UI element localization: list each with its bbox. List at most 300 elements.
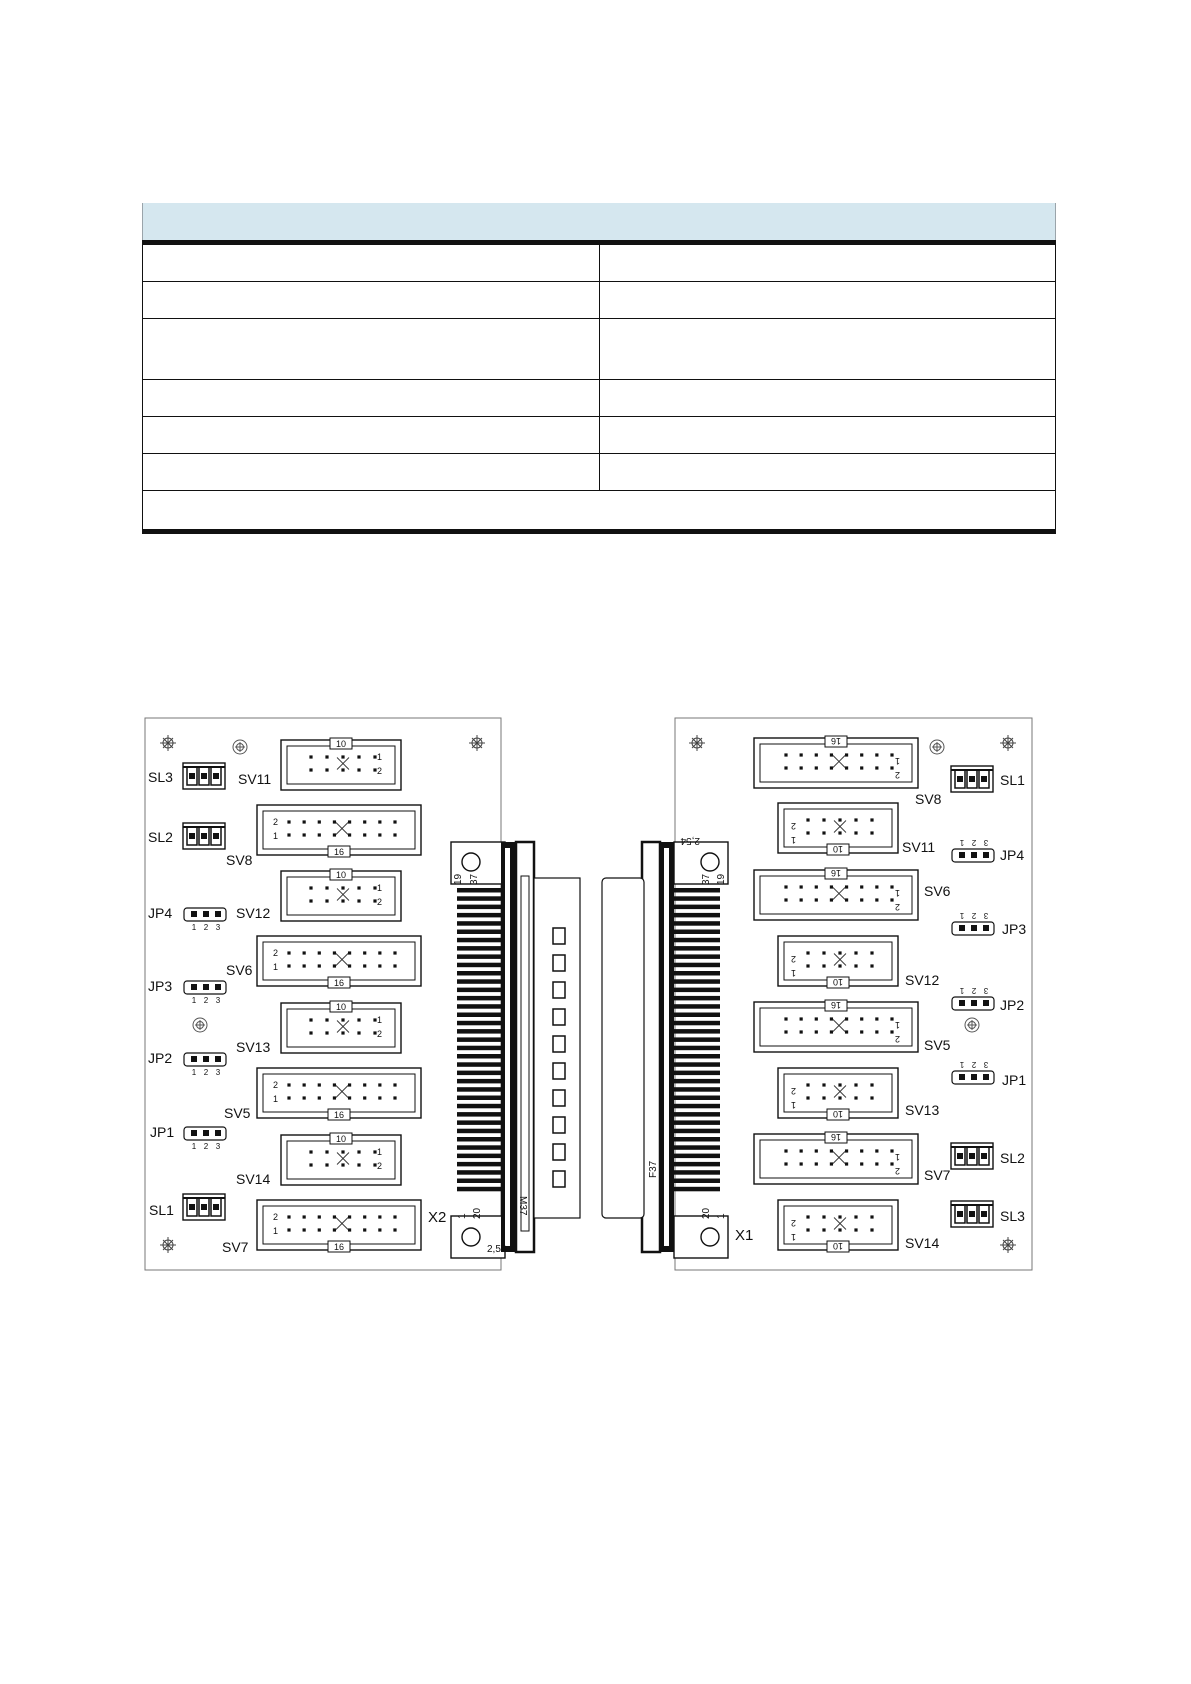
header-name-label: SV7 [222, 1239, 249, 1255]
terminal-pin [213, 833, 219, 839]
header-pin [357, 768, 360, 771]
header-pin [822, 964, 825, 967]
header-pin [838, 1228, 841, 1231]
header-pin [303, 820, 306, 823]
header-pin-number: 1 [894, 1020, 900, 1030]
jumper-pin-number: 3 [983, 911, 989, 920]
header-pin [890, 1017, 893, 1020]
header-pin [890, 898, 893, 901]
side-part-label: JP4 [148, 905, 173, 921]
header-pin [800, 1149, 803, 1152]
dsub-frame-gap [505, 848, 510, 1246]
header-pin [830, 766, 833, 769]
jumper-pin-number: 1 [959, 1060, 965, 1069]
header-pin [378, 1096, 381, 1099]
header-pin-count: 10 [335, 739, 347, 749]
terminal-pin [969, 1211, 975, 1217]
header-pin [845, 1017, 848, 1020]
header-pin [806, 1228, 809, 1231]
jumper-pin [959, 852, 965, 858]
dsub-frame-gap [664, 848, 669, 1246]
jumper-pin [959, 925, 965, 931]
header-pin [303, 964, 306, 967]
header-pin [357, 886, 360, 889]
jumper-pin-number: 2 [203, 996, 209, 1005]
header-pin [333, 951, 336, 954]
header-pin-number: 1 [377, 1015, 383, 1025]
header-pin-count: 16 [333, 1242, 345, 1252]
header-pin [318, 1228, 321, 1231]
jumper [184, 1053, 226, 1077]
header-pin [845, 885, 848, 888]
header-pin [303, 1096, 306, 1099]
header-name-label: SV14 [236, 1171, 271, 1187]
dsub-connector-x1 [602, 842, 728, 1258]
header-pin [378, 820, 381, 823]
header-pin-number: 2 [894, 770, 900, 780]
side-part-label: JP2 [148, 1050, 173, 1066]
header-pin [357, 1018, 360, 1021]
header-pin-number: 2 [273, 817, 279, 827]
header-pin [875, 1017, 878, 1020]
box-header-16 [257, 936, 421, 988]
header-pin-count: 10 [335, 870, 347, 880]
header-pin [815, 1017, 818, 1020]
header-pin [784, 898, 787, 901]
jumper-pin [203, 984, 209, 990]
dsub-pin-label: 19 [716, 873, 727, 885]
header-pin [309, 755, 312, 758]
header-name-label: SV5 [224, 1105, 251, 1121]
dsub-pin-label: 19 [453, 873, 464, 885]
header-pin [800, 766, 803, 769]
header-pin-number: 1 [894, 1152, 900, 1162]
header-pin [822, 951, 825, 954]
header-pin [363, 833, 366, 836]
dsub-pin-label: 20 [472, 1207, 483, 1219]
header-pin [822, 831, 825, 834]
header-pin [357, 1031, 360, 1034]
header-pin [854, 964, 857, 967]
header-pin [830, 753, 833, 756]
header-pin [784, 1030, 787, 1033]
header-pin [357, 1163, 360, 1166]
header-pin [870, 951, 873, 954]
header-pin [784, 753, 787, 756]
jumper-pin-number: 2 [203, 1142, 209, 1151]
header-pin [363, 820, 366, 823]
header-pin-number: 1 [273, 962, 279, 972]
header-name-label: SV7 [924, 1167, 951, 1183]
header-pin [309, 1163, 312, 1166]
header-pin [845, 766, 848, 769]
header-pin [822, 1083, 825, 1086]
header-pin [348, 833, 351, 836]
header-pin [309, 899, 312, 902]
terminal-pin [981, 776, 987, 782]
jumper-pin-number: 1 [191, 996, 197, 1005]
header-pin-number: 1 [377, 752, 383, 762]
box-header-16 [257, 805, 421, 857]
header-pin [870, 831, 873, 834]
header-pin [830, 1030, 833, 1033]
jumper-pin [191, 984, 197, 990]
header-pin [325, 1018, 328, 1021]
header-pin [318, 820, 321, 823]
header-pin [854, 1215, 857, 1218]
mounting-mark [469, 735, 485, 751]
jumper-pin [959, 1000, 965, 1006]
side-part-label: JP2 [1000, 997, 1025, 1013]
mounting-mark [160, 1237, 176, 1253]
jumper-pin-number: 1 [959, 911, 965, 920]
header-pin [325, 755, 328, 758]
header-pin [890, 766, 893, 769]
box-header-10 [778, 936, 898, 988]
jumper-pin [203, 1056, 209, 1062]
header-pin [815, 1030, 818, 1033]
header-name-label: SV14 [905, 1235, 940, 1251]
header-pin [822, 1215, 825, 1218]
header-pin [800, 885, 803, 888]
box-header-10 [281, 738, 401, 790]
header-pin [860, 1030, 863, 1033]
header-pin [318, 833, 321, 836]
header-pin [287, 964, 290, 967]
jumper-pin-number: 1 [959, 838, 965, 847]
header-pin [875, 753, 878, 756]
header-pin [860, 885, 863, 888]
box-header-10 [778, 803, 898, 855]
jumper-pin-number: 3 [983, 838, 989, 847]
header-pin-number: 2 [377, 766, 383, 776]
header-pin [393, 1083, 396, 1086]
connector-label: X1 [735, 1227, 754, 1244]
jumper-pin-number: 3 [215, 1142, 221, 1151]
header-pin [333, 1096, 336, 1099]
header-pin [363, 951, 366, 954]
fiducial-mark [930, 740, 944, 754]
jumper-pin [215, 1130, 221, 1136]
jumper-pin-number: 1 [959, 986, 965, 995]
header-name-label: SV5 [924, 1037, 951, 1053]
dsub-pin-label: 37 [469, 873, 480, 885]
header-pin-count: 10 [832, 1109, 844, 1119]
side-part-label: JP1 [1002, 1072, 1027, 1088]
header-pin [393, 1096, 396, 1099]
terminal-pin [213, 1204, 219, 1210]
header-pin [822, 1096, 825, 1099]
jumper-pin [983, 1074, 989, 1080]
header-pin [890, 1149, 893, 1152]
jumper-pin [191, 1130, 197, 1136]
jumper-pin [983, 1000, 989, 1006]
header-pin [287, 1228, 290, 1231]
terminal-block [951, 1143, 993, 1169]
side-part-label: SL3 [148, 769, 173, 785]
header-pin [393, 964, 396, 967]
header-pin [348, 1083, 351, 1086]
header-pin [854, 1096, 857, 1099]
jumper-pin [191, 1056, 197, 1062]
header-pin-number: 2 [894, 1166, 900, 1176]
terminal-pin [969, 1153, 975, 1159]
jumper [184, 1127, 226, 1151]
header-pin [815, 766, 818, 769]
header-pin [363, 1228, 366, 1231]
jumper-pin [971, 1000, 977, 1006]
header-pin [341, 1150, 344, 1153]
header-pin-number: 1 [790, 968, 796, 978]
header-pin-number: 2 [790, 1086, 796, 1096]
header-pin [378, 1215, 381, 1218]
header-pin-count: 16 [830, 1132, 842, 1142]
terminal-block [951, 1201, 993, 1227]
jumper-pin [191, 911, 197, 917]
header-pin [393, 951, 396, 954]
header-pin [806, 1096, 809, 1099]
terminal-pin [201, 1204, 207, 1210]
header-pin [860, 1149, 863, 1152]
header-pin [838, 1215, 841, 1218]
header-pin [303, 1215, 306, 1218]
header-pin [822, 818, 825, 821]
header-pin-number: 1 [894, 888, 900, 898]
header-pin [393, 1228, 396, 1231]
fiducial-mark [193, 1018, 207, 1032]
header-pin-count: 10 [832, 1241, 844, 1251]
header-pin [318, 1215, 321, 1218]
header-pin [784, 1149, 787, 1152]
header-pin [784, 1017, 787, 1020]
box-header-16 [257, 1200, 421, 1252]
jumper [952, 911, 994, 935]
header-pin [845, 1162, 848, 1165]
header-pin-count: 10 [832, 977, 844, 987]
header-pin [303, 1083, 306, 1086]
dsub-type-label: M37 [517, 1196, 528, 1216]
header-name-label: SV11 [902, 839, 936, 855]
terminal-block [183, 823, 225, 849]
header-pin [838, 951, 841, 954]
jumper-pin-number: 2 [971, 911, 977, 920]
header-pin-number: 2 [790, 954, 796, 964]
jumper-pin-number: 2 [971, 838, 977, 847]
header-pin [287, 1083, 290, 1086]
jumper [952, 1060, 994, 1084]
header-name-label: SV13 [236, 1039, 271, 1055]
header-pin [341, 1163, 344, 1166]
terminal-block [951, 766, 993, 792]
header-name-label: SV13 [905, 1102, 940, 1118]
jumper-pin [215, 984, 221, 990]
header-pin [890, 885, 893, 888]
header-pin [890, 1030, 893, 1033]
header-name-label: SV6 [924, 883, 951, 899]
header-pin [890, 753, 893, 756]
header-pin [357, 1150, 360, 1153]
jumper-pin-number: 3 [983, 986, 989, 995]
header-pin [341, 1031, 344, 1034]
header-pin [318, 1083, 321, 1086]
header-pin [838, 818, 841, 821]
header-name-label: SV8 [915, 791, 942, 807]
header-pin [838, 964, 841, 967]
header-pin-count: 10 [832, 844, 844, 854]
header-pin [333, 964, 336, 967]
header-pin [806, 951, 809, 954]
header-pin [393, 820, 396, 823]
header-pin [348, 1228, 351, 1231]
terminal-block [183, 1194, 225, 1220]
dsub-pin-label: 20 [701, 1207, 712, 1219]
header-pin [303, 833, 306, 836]
jumper-pin [983, 852, 989, 858]
header-pin [854, 1228, 857, 1231]
header-pin [800, 1162, 803, 1165]
jumper-pin [203, 911, 209, 917]
header-pin [348, 951, 351, 954]
jumper-pin [971, 1074, 977, 1080]
terminal-pin [981, 1153, 987, 1159]
header-pin [870, 818, 873, 821]
header-pin [838, 1096, 841, 1099]
header-pin [393, 1215, 396, 1218]
jumper-pin [971, 852, 977, 858]
header-pin [333, 820, 336, 823]
header-pin [325, 886, 328, 889]
terminal-pin [189, 773, 195, 779]
jumper-pin [971, 925, 977, 931]
header-pin [378, 1228, 381, 1231]
header-pin [860, 898, 863, 901]
header-pin [875, 885, 878, 888]
header-pin-number: 1 [273, 1226, 279, 1236]
mounting-mark [1000, 1237, 1016, 1253]
header-pin [325, 768, 328, 771]
header-pin [341, 899, 344, 902]
header-pin [287, 951, 290, 954]
box-header-16 [754, 1000, 918, 1052]
header-pin [815, 898, 818, 901]
header-pin [875, 898, 878, 901]
terminal-pin [957, 776, 963, 782]
header-pin [830, 885, 833, 888]
header-pin-number: 1 [377, 1147, 383, 1157]
box-header-16 [754, 868, 918, 920]
jumper-pin-number: 2 [971, 1060, 977, 1069]
header-pin [815, 753, 818, 756]
side-part-label: JP4 [1000, 847, 1025, 863]
header-pin [830, 1162, 833, 1165]
header-pin [815, 1162, 818, 1165]
header-pin [348, 1215, 351, 1218]
dsub-pin-label: 1 [716, 1213, 727, 1219]
jumper [184, 908, 226, 932]
header-pin [860, 1162, 863, 1165]
header-pin [333, 1228, 336, 1231]
header-pin-number: 1 [790, 1100, 796, 1110]
dsub-body [642, 842, 660, 1252]
header-pin [806, 831, 809, 834]
header-pin [318, 964, 321, 967]
header-pin [854, 831, 857, 834]
header-pin-count: 16 [830, 736, 842, 746]
header-pin [870, 964, 873, 967]
dsub-shell [534, 878, 580, 1218]
fiducial-mark [965, 1018, 979, 1032]
dsub-body-inner [521, 876, 529, 1231]
dsub-type-label: F37 [648, 1160, 659, 1178]
header-pin-number: 2 [790, 1218, 796, 1228]
side-part-label: SL3 [1000, 1208, 1025, 1224]
header-pin-number: 2 [894, 1034, 900, 1044]
header-pin-number: 2 [377, 1161, 383, 1171]
header-pin [378, 1083, 381, 1086]
header-pin [860, 753, 863, 756]
header-name-label: SV8 [226, 852, 253, 868]
side-part-label: JP1 [150, 1124, 175, 1140]
jumper-pin [215, 911, 221, 917]
box-header-16 [754, 1132, 918, 1184]
jumper-pin-number: 2 [971, 986, 977, 995]
header-pin [815, 1149, 818, 1152]
terminal-block [183, 763, 225, 789]
jumper-pin-number: 3 [215, 996, 221, 1005]
dsub-connector-x2 [451, 842, 580, 1258]
box-header-10 [281, 1133, 401, 1185]
header-pin [333, 1083, 336, 1086]
header-pin-number: 2 [377, 1029, 383, 1039]
side-part-label: SL2 [148, 829, 173, 845]
header-pin [341, 768, 344, 771]
header-pin [800, 898, 803, 901]
box-header-10 [281, 869, 401, 921]
header-pin-count: 10 [335, 1002, 347, 1012]
header-pin [890, 1162, 893, 1165]
mounting-mark [689, 735, 705, 751]
header-pin-number: 1 [273, 831, 279, 841]
jumper-pin-number: 3 [215, 1068, 221, 1077]
header-pin-number: 2 [273, 1212, 279, 1222]
jumper [952, 986, 994, 1010]
header-pin [845, 753, 848, 756]
dsub-pin-label: 37 [701, 873, 712, 885]
header-pin [830, 1149, 833, 1152]
header-pin-number: 1 [273, 1094, 279, 1104]
box-header-10 [778, 1068, 898, 1120]
dsub-pitch-label: 2,54 [680, 835, 700, 846]
header-pin [309, 886, 312, 889]
terminal-pin [957, 1153, 963, 1159]
jumper [952, 838, 994, 862]
terminal-pin [189, 833, 195, 839]
header-pin [357, 755, 360, 758]
terminal-pin [201, 773, 207, 779]
header-pin-count: 16 [830, 1000, 842, 1010]
header-pin [341, 1018, 344, 1021]
header-pin [325, 899, 328, 902]
mounting-mark [160, 735, 176, 751]
jumper-pin [203, 1130, 209, 1136]
header-pin [378, 833, 381, 836]
header-pin-number: 2 [377, 897, 383, 907]
header-pin [303, 951, 306, 954]
side-part-label: JP3 [148, 978, 173, 994]
header-pin [806, 1215, 809, 1218]
jumper-pin [983, 925, 989, 931]
header-pin [363, 1083, 366, 1086]
